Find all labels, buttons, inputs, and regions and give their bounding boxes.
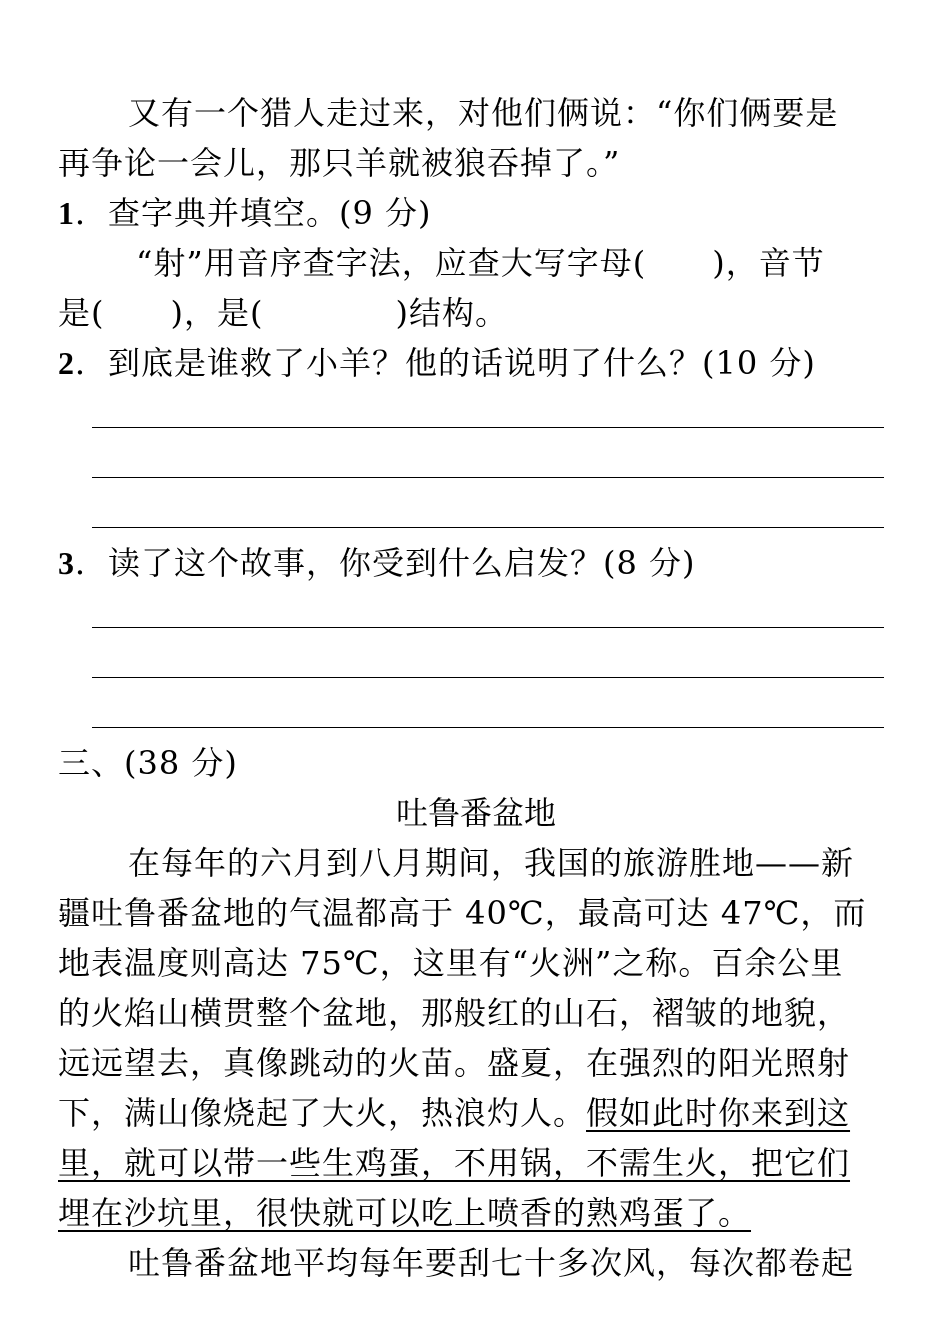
passage-paragraph-2-line-1: 吐鲁番盆地平均每年要刮七十多次风，每次都卷起 xyxy=(128,1244,855,1282)
passage-line-6-plain: 下，满山像烧起了大火，热浪灼人。 xyxy=(58,1094,587,1132)
underlined-sentence-part-1: 假如此时你来到这 xyxy=(586,1094,851,1132)
question-2-number: 2 xyxy=(58,345,75,381)
question-1 xyxy=(58,188,894,238)
section-3-heading: 三、(38 分) xyxy=(58,744,238,782)
passage-line-8 xyxy=(58,1188,894,1238)
passage-line-7 xyxy=(58,1138,894,1188)
question-3-text: ．读了这个故事，你受到什么启发？(8 分) xyxy=(75,544,696,582)
question-2-answer-line-3[interactable] xyxy=(58,488,894,538)
passage-line-2: 疆吐鲁番盆地的气温都高于 40℃，最高可达 47℃，而 xyxy=(58,894,867,932)
intro-line-2: 再争论一会儿，那只羊就被狼吞掉了。” xyxy=(58,144,621,182)
question-3-answer-line-2[interactable] xyxy=(58,638,894,688)
worksheet-page xyxy=(58,88,894,1288)
question-3-answer-line-1[interactable] xyxy=(58,588,894,638)
question-1-number: 1 xyxy=(58,195,75,231)
underlined-sentence-part-3: 埋在沙坑里，很快就可以吃上喷香的熟鸡蛋了。 xyxy=(58,1194,752,1232)
question-2 xyxy=(58,338,894,388)
question-1-fill-line-1: “射”用音序查字法，应查大写字母( )，音节 xyxy=(136,244,825,282)
intro-line-1: 又有一个猎人走过来，对他们俩说：“你们俩要是 xyxy=(128,94,839,132)
question-2-text: ．到底是谁救了小羊？他的话说明了什么？(10 分) xyxy=(75,344,816,382)
passage-line-4: 的火焰山横贯整个盆地，那般红的山石，褶皱的地貌， xyxy=(58,994,851,1032)
question-1-fill-line-2: 是( )，是( )结构。 xyxy=(58,294,508,332)
passage-line-6 xyxy=(58,1088,894,1138)
question-3-answer-line-3[interactable] xyxy=(58,688,894,738)
underlined-sentence-part-2: 里，就可以带一些生鸡蛋，不用锅，不需生火，把它们 xyxy=(58,1144,851,1182)
question-2-answer-line-1[interactable] xyxy=(58,388,894,438)
passage-title: 吐鲁番盆地 xyxy=(395,794,556,832)
question-1-text: ．查字典并填空。(9 分) xyxy=(75,194,432,232)
passage-line-3: 地表温度则高达 75℃，这里有“火洲”之称。百余公里 xyxy=(58,944,844,982)
question-3 xyxy=(58,538,894,588)
question-2-answer-line-2[interactable] xyxy=(58,438,894,488)
passage-line-5: 远远望去，真像跳动的火苗。盛夏，在强烈的阳光照射 xyxy=(58,1044,851,1082)
passage-line-1: 在每年的六月到八月期间，我国的旅游胜地——新 xyxy=(128,844,855,882)
question-3-number: 3 xyxy=(58,545,75,581)
